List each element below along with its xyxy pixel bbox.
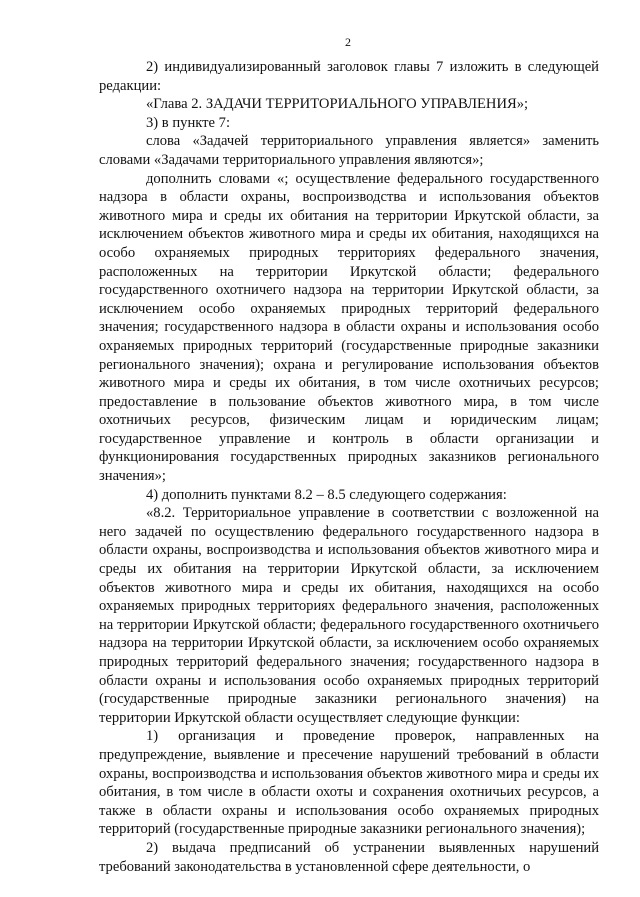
paragraph-8-2: «8.2. Территориальное управление в соответствии с возложенной на него задачей по осуществлению федерального государственного надзора в области охраны, воспроизводства и использования объектов животного мира и среды их обитания на территории Иркутской области, за исключением объектов животного мира и среды их обитания, находящихся на особо охраняемых природных территориях федерального значения, расположенных на территории Иркутской области; федерального государственного охотничьего надзора на территории Иркутской области, за исключением особо охраняемых природных территорий федерального значения; государственного надзора в области охраны и использования особо охраняемых природных территорий (государственные природные заказники регионального значения) на территории Иркутской области осуществляет следующие функции: — [99, 505, 599, 726]
paragraph-function-2: 2) выдача предписаний об устранении выявленных нарушений требований законодательства в установленной сфере деятельности, о — [99, 839, 599, 875]
paragraph-replace-words: слова «Задачей территориального управления является» заменить словами «Задачами территориального управления являются»; — [99, 133, 599, 168]
paragraph-item-4: 4) дополнить пунктами 8.2 – 8.5 следующего содержания: — [146, 486, 507, 503]
paragraph-item-2: 2) индивидуализированный заголовок главы 7 изложить в следующей редакции: — [99, 59, 599, 94]
paragraph-add-words: дополнить словами «; осуществление федерального государственного надзора в области охраны, воспроизводства и использования объектов животного мира и среды их обитания на территории Иркутской области, за исключением объектов животного мира и среды их обитания, находящихся на особо охраняемых природных территориях федерального значения, расположенных на территории Иркутской области; федерального государственного охотничего надзора на территории Иркутской области, за исключением особо охраняемых природных территорий федерального значения; государственного надзора в области охраны и использования особо охраняемых природных территорий (государственные природные заказники регионального значения); охрана и регулирование использования объектов животного мира и среды их обитания, в том числе охотничьих ресурсов; предоставление в пользование объектов животного мира, в том числе охотничьих ресурсов, физическим лицам и юридическим лицам; государственное управление и контроль в области организации и функционирования государственных природных заказников регионального значения»; — [99, 170, 599, 485]
chapter-title-quote: «Глава 2. ЗАДАЧИ ТЕРРИТОРИАЛЬНОГО УПРАВЛЕНИЯ»; — [146, 96, 529, 113]
paragraph-item-3: 3) в пункте 7: — [146, 114, 231, 131]
page-number: 2 — [345, 35, 351, 49]
document-body — [99, 58, 599, 876]
paragraph-function-1: 1) организация и проведение проверок, направленных на предупреждение, выявление и пресечение нарушений требований в области охраны, воспроизводства и использования объектов животного мира и среды их обитания, в том числе в области охоты и сохранения охотничьих ресурсов, а также в области охраны и использования особо охраняемых природных территорий (государственные природные заказники регионального значения); — [99, 728, 599, 838]
